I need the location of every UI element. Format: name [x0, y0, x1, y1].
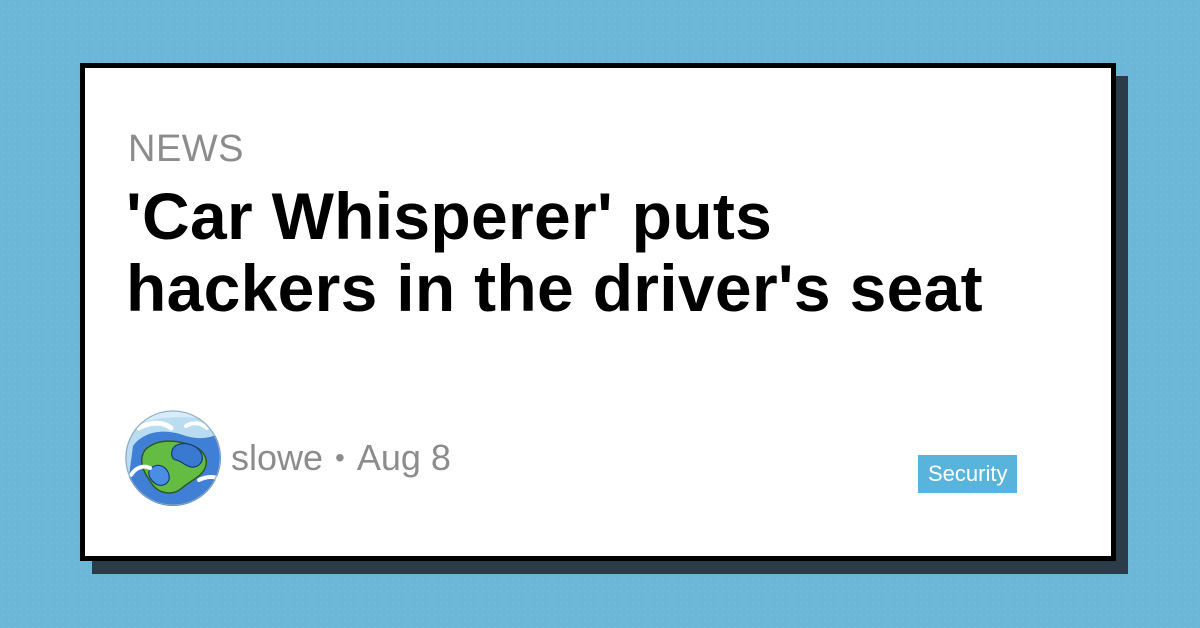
globe-cartoon-avatar-icon: [125, 410, 221, 506]
article-byline: [125, 410, 451, 506]
byline-separator: •: [335, 442, 345, 473]
publish-date: Aug 8: [356, 437, 451, 478]
category-kicker: NEWS: [128, 128, 244, 170]
article-card[interactable]: [80, 63, 1116, 561]
article-title[interactable]: 'Car Whisperer' puts hackers in the driver's seat: [126, 179, 983, 325]
security-tag[interactable]: Security: [918, 455, 1017, 493]
author-avatar[interactable]: [125, 410, 221, 506]
author-name[interactable]: slowe: [231, 437, 324, 478]
